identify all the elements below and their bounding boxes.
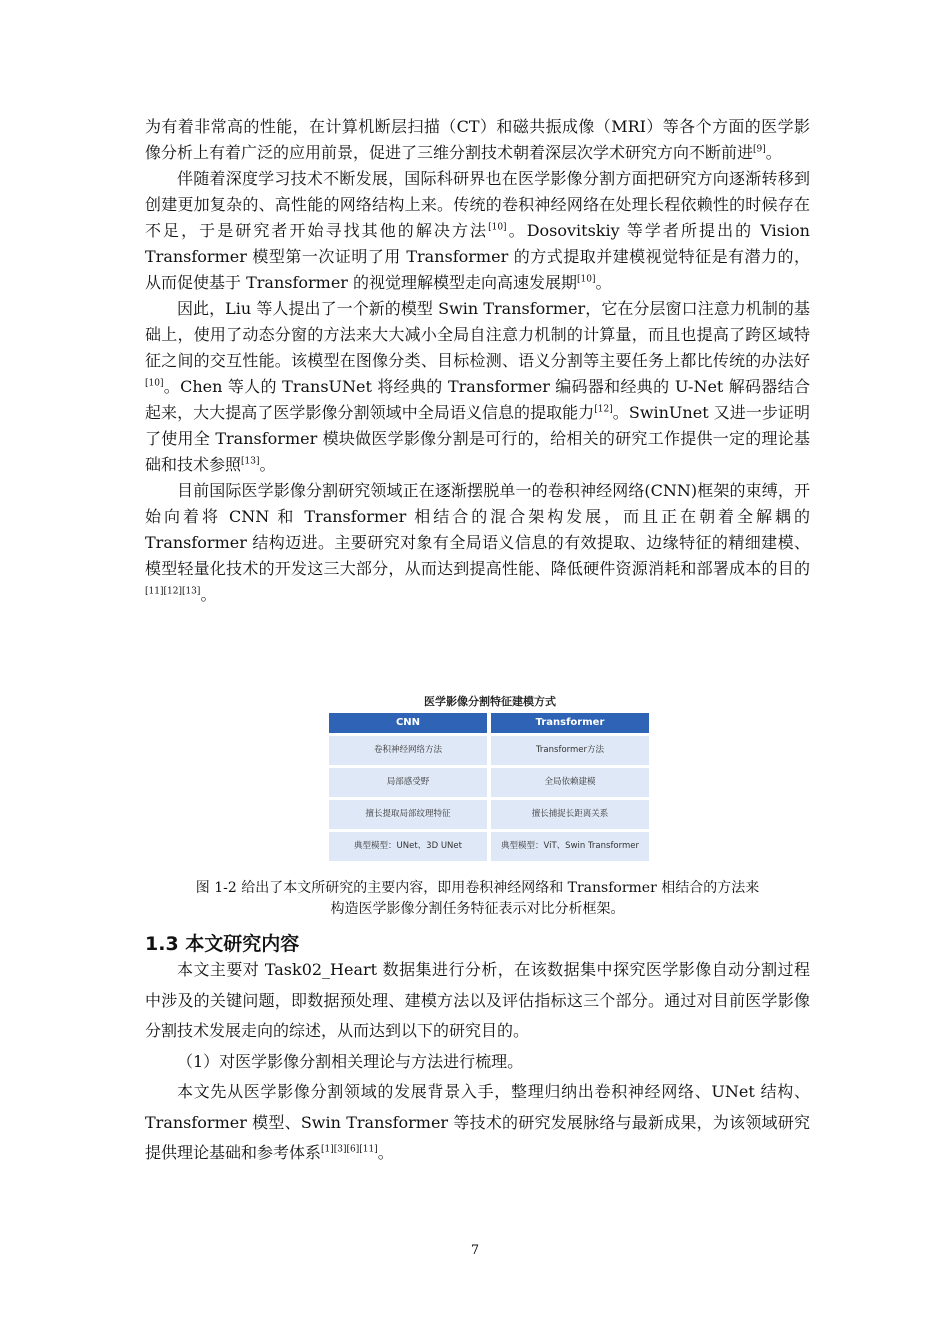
paragraph-1 (145, 114, 810, 166)
paragraph-text: 伴随着深度学习技术不断发展，国际科研界也在医学影像分割方面把研究方向逐渐转移到创建更加复杂的、高性能的网络结构上来。传统的卷积神经网络在处理长程依赖性的时候存在不足，于是研究者开始寻找其他的解决方法 (145, 169, 810, 240)
figure-title: 医学影像分割特征建模方式 (424, 695, 556, 708)
paragraph-text: 本文主要对 Task02_Heart 数据集进行分析，在该数据集中探究医学影像自动分割过程中涉及的关键问题，即数据预处理、建模方法以及评估指标这三个部分。通过对目前医学影像分割技术发展走向的综述，从而达到以下的研究目的。 (145, 960, 810, 1040)
figure-caption (145, 878, 810, 920)
citation: [10] (145, 378, 164, 389)
caption-line-1: 图 1-2 给出了本文所研究的主要内容，即用卷积神经网络和 Transformer 相结合的方法来 (195, 880, 760, 896)
section-body (145, 955, 810, 1169)
section-paragraph-3 (145, 1077, 810, 1169)
paragraph-text: 。Dosovitskiy 等学者所提出的 Vision Transformer 模型第一次证明了用 Transformer 的方式提取并建模视觉特征是有潜力的，从而促使基于 Transformer 的视觉理解模型走向高速发展期 (145, 221, 810, 292)
figure-cell: 擅长捕捉长距离关系 (491, 800, 649, 829)
figure-cell: 全局依赖建模 (491, 768, 649, 797)
figure-cell: 擅长提取局部纹理特征 (329, 800, 487, 829)
section-heading: 1.3 本文研究内容 (145, 933, 300, 955)
paragraph-text: 。 (765, 143, 782, 162)
figure-header-transformer: Transformer (491, 713, 649, 733)
figure-cell: 局部感受野 (329, 768, 487, 797)
comparison-figure (329, 691, 651, 869)
caption-line-2: 构造医学影像分割任务特征表示对比分析框架。 (330, 901, 625, 917)
paragraph-text: 。 (200, 585, 217, 604)
citation: [13] (241, 456, 260, 467)
figure-header-cnn: CNN (329, 713, 487, 733)
citation: [1][3][6][11] (321, 1144, 378, 1155)
page-number: 7 (470, 1243, 480, 1258)
paragraph-text: （1）对医学影像分割相关理论与方法进行梳理。 (177, 1051, 524, 1071)
paragraph-text: 为有着非常高的性能，在计算机断层扫描（CT）和磁共振成像（MRI）等各个方面的医学影像分析上有着广泛的应用前景，促进了三维分割技术朝着深层次学术研究方向不断前进 (145, 117, 810, 162)
paragraph-text: 。 (259, 455, 276, 474)
citation: [10] (577, 274, 596, 285)
figure-cell: Transformer方法 (491, 736, 649, 765)
section-paragraph-1 (145, 955, 810, 1047)
paragraph-2 (145, 166, 810, 296)
paragraph-text: 因此，Liu 等人提出了一个新的模型 Swin Transformer，它在分层窗口注意力机制的基础上，使用了动态分窗的方法来大大减小全局自注意力机制的计算量，而且也提高了跨区域特征之间的交互性能。该模型在图像分类、目标检测、语义分割等主要任务上都比传统的办法好 (145, 299, 810, 370)
paragraph-text: 目前国际医学影像分割研究领域正在逐渐摆脱单一的卷积神经网络(CNN)框架的束缚，开始向着将 CNN 和 Transformer 相结合的混合架构发展，而且正在朝着全解耦的 Transformer 结构迈进。主要研究对象有全局语义信息的有效提取、边缘特征的精细建模、模型轻量化技术的开发这三大部分，从而达到提高性能、降低硬件资源消耗和部署成本的目的 (145, 481, 810, 578)
citation: [9] (753, 144, 766, 155)
paragraph-text: 。 (595, 273, 612, 292)
figure-cell: 典型模型：ViT、Swin Transformer (491, 832, 649, 861)
paragraph-3 (145, 296, 810, 478)
paragraph-text: 。Chen 等人的 TransUNet 将经典的 Transformer 编码器和经典的 U-Net 解码器结合起来，大大提高了医学影像分割领域中全局语义信息的提取能力 (145, 377, 810, 422)
figure-cell: 典型模型：UNet、3D UNet (329, 832, 487, 861)
citation: [12] (594, 404, 613, 415)
section-paragraph-2 (145, 1047, 810, 1078)
paragraph-text: 。SwinUnet 又进一步证明了使用全 Transformer 模块做医学影像分割是可行的，给相关的研究工作提供一定的理论基础和技术参照 (145, 403, 810, 474)
figure-table (329, 713, 651, 861)
paragraph-text: 。 (377, 1143, 394, 1162)
citation: [10] (488, 222, 507, 233)
paragraph-text: 本文先从医学影像分割领域的发展背景入手，整理归纳出卷积神经网络、UNet 结构、Transformer 模型、Swin Transformer 等技术的研究发展脉络与最新成果，为该领域研究提供理论基础和参考体系 (145, 1082, 810, 1162)
paragraph-4 (145, 478, 810, 608)
body-text-block (145, 114, 810, 608)
citation: [11][12][13] (145, 586, 201, 597)
figure-cell: 卷积神经网络方法 (329, 736, 487, 765)
